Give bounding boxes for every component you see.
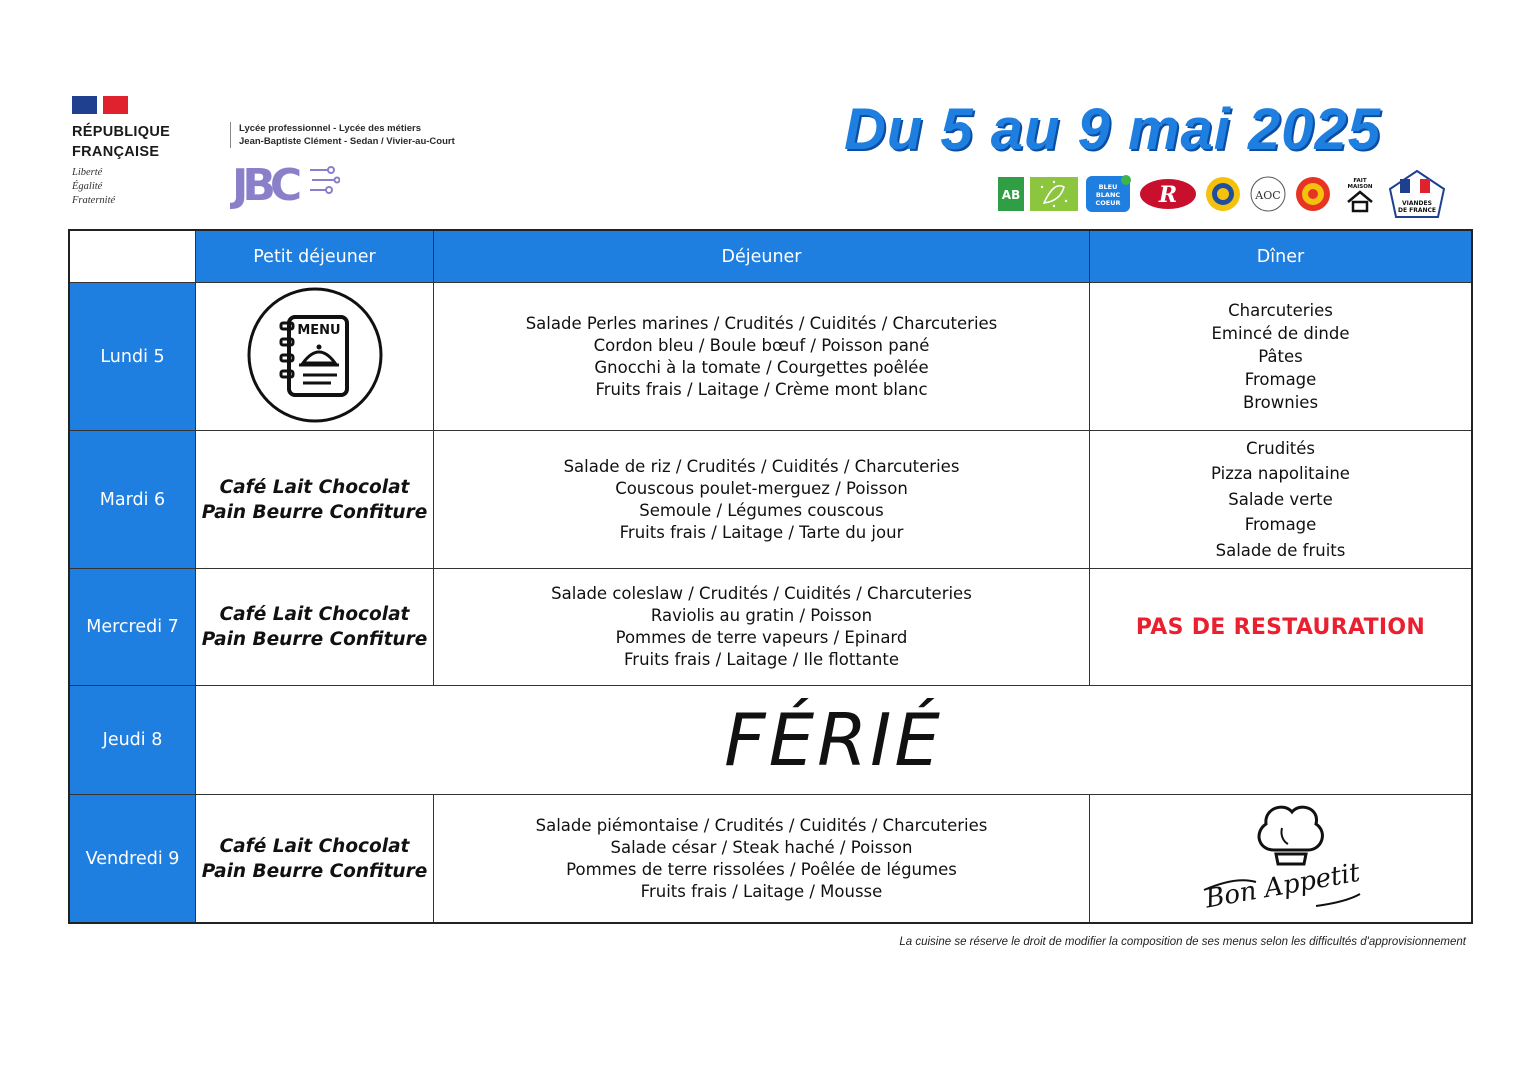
republique-line: RÉPUBLIQUE bbox=[72, 124, 171, 140]
lunch-line: Salade césar / Steak haché / Poisson bbox=[610, 837, 913, 857]
label-rouge-icon bbox=[1138, 177, 1198, 211]
bon-appetit-text: Bon Appetit bbox=[1202, 857, 1362, 914]
dinner-cell bbox=[1090, 795, 1471, 922]
no-service-notice: PAS DE RESTAURATION bbox=[1090, 569, 1471, 686]
svg-text:BLEU: BLEU bbox=[1098, 183, 1118, 191]
lunch-cell bbox=[434, 795, 1090, 922]
lunch-line: Fruits frais / Laitage / Crème mont blanc bbox=[595, 379, 928, 399]
breakfast-cell bbox=[196, 569, 434, 686]
column-header-breakfast: Petit déjeuner bbox=[196, 231, 434, 283]
menu-icon-text: MENU bbox=[296, 322, 341, 338]
breakfast-cell bbox=[196, 431, 434, 569]
breakfast-cell bbox=[196, 283, 434, 431]
lunch-line: Pommes de terre vapeurs / Epinard bbox=[615, 628, 908, 647]
lunch-line: Salade piémontaise / Crudités / Cuidités / Charcuteries bbox=[535, 815, 988, 835]
aop-seal-icon bbox=[1294, 175, 1332, 213]
lunch-line: Salade coleslaw / Crudités / Cuidités / Charcuteries bbox=[551, 584, 972, 603]
motto bbox=[72, 166, 212, 208]
dinner-line: Salade verte bbox=[1228, 489, 1333, 509]
breakfast-line: Café Lait Chocolat bbox=[219, 476, 410, 498]
jbc-logo-icon bbox=[230, 156, 510, 216]
dinner-cell bbox=[1090, 431, 1471, 569]
svg-text:R: R bbox=[1158, 182, 1178, 208]
dinner-line: Pizza napolitaine bbox=[1211, 464, 1350, 484]
column-header-dinner: Dîner bbox=[1090, 231, 1471, 283]
igp-seal-icon bbox=[1204, 175, 1242, 213]
svg-text:MAISON: MAISON bbox=[1347, 184, 1373, 190]
francaise-line: FRANÇAISE bbox=[72, 144, 160, 160]
svg-text:DE FRANCE: DE FRANCE bbox=[1397, 207, 1437, 214]
fait-maison-label-icon bbox=[1338, 174, 1382, 214]
motto-liberte: Liberté bbox=[72, 167, 103, 178]
lunch-line: Couscous poulet-merguez / Poisson bbox=[615, 478, 908, 498]
breakfast-line: Café Lait Chocolat bbox=[219, 604, 410, 625]
motto-egalite: Égalité bbox=[72, 181, 103, 192]
svg-text:COEUR: COEUR bbox=[1095, 199, 1121, 207]
svg-text:AOC: AOC bbox=[1255, 189, 1281, 202]
aoc-seal-icon bbox=[1248, 175, 1288, 213]
lunch-line: Gnocchi à la tomate / Courgettes poêlée bbox=[594, 357, 929, 377]
day-label: Lundi 5 bbox=[70, 283, 196, 431]
disclaimer-note: La cuisine se réserve le droit de modifier la composition de ses menus selon les difficultés d'approvisionnement bbox=[899, 936, 1466, 948]
lunch-line: Raviolis au gratin / Poisson bbox=[650, 606, 873, 625]
dinner-line: Charcuteries bbox=[1228, 301, 1333, 320]
breakfast-line: Pain Beurre Confiture bbox=[201, 501, 428, 523]
ab-bio-label-icon bbox=[998, 177, 1024, 211]
dinner-line: Fromage bbox=[1244, 370, 1317, 389]
marianne-flag-icon bbox=[72, 96, 128, 114]
holiday-banner: FÉRIÉ bbox=[196, 686, 1471, 795]
svg-text:FAIT: FAIT bbox=[1353, 178, 1367, 184]
svg-text:BLANC: BLANC bbox=[1095, 191, 1121, 199]
breakfast-cell bbox=[196, 795, 434, 922]
menu-icon bbox=[245, 285, 385, 429]
lunch-line: Semoule / Légumes couscous bbox=[639, 500, 884, 520]
table-corner bbox=[70, 231, 196, 283]
lunch-line: Salade Perles marines / Crudités / Cuidités / Charcuteries bbox=[525, 313, 998, 333]
jbc-logo-text: JBC bbox=[232, 160, 297, 211]
dinner-line: Crudités bbox=[1245, 438, 1316, 458]
lunch-line: Cordon bleu / Boule bœuf / Poisson pané bbox=[593, 335, 930, 355]
column-header-lunch: Déjeuner bbox=[434, 231, 1090, 283]
breakfast-line: Pain Beurre Confiture bbox=[201, 860, 428, 882]
svg-text:AB: AB bbox=[1001, 188, 1021, 202]
lunch-line: Pommes de terre rissolées / Poêlée de légumes bbox=[566, 859, 957, 879]
dinner-line: Emincé de dinde bbox=[1211, 324, 1350, 343]
motto-fraternite: Fraternité bbox=[72, 195, 116, 206]
lunch-line: Fruits frais / Laitage / Tarte du jour bbox=[619, 522, 904, 542]
republique-francaise-logo bbox=[72, 96, 212, 208]
school-block bbox=[230, 122, 510, 216]
dinner-line: Fromage bbox=[1244, 515, 1317, 535]
breakfast-line: Pain Beurre Confiture bbox=[201, 629, 428, 650]
day-label: Jeudi 8 bbox=[70, 686, 196, 795]
bleu-blanc-coeur-label-icon bbox=[1084, 174, 1132, 214]
school-name: Jean-Baptiste Clément - Sedan / Vivier-au-Court bbox=[230, 135, 510, 148]
school-type: Lycée professionnel - Lycée des métiers bbox=[230, 122, 510, 135]
lunch-cell bbox=[434, 569, 1090, 686]
dinner-line: Brownies bbox=[1242, 393, 1319, 412]
lunch-line: Fruits frais / Laitage / Mousse bbox=[640, 881, 883, 901]
quality-labels bbox=[998, 168, 1478, 220]
lunch-line: Salade de riz / Crudités / Cuidités / Charcuteries bbox=[563, 456, 960, 476]
svg-text:VIANDES: VIANDES bbox=[1402, 200, 1432, 207]
page-title: Du 5 au 9 mai 2025 bbox=[844, 97, 1382, 162]
menu-table bbox=[68, 229, 1473, 924]
chef-hat-icon bbox=[1196, 798, 1366, 920]
dinner-line: Pâtes bbox=[1258, 347, 1303, 366]
day-label: Mercredi 7 bbox=[70, 569, 196, 686]
lunch-cell bbox=[434, 283, 1090, 431]
day-label: Mardi 6 bbox=[70, 431, 196, 569]
eu-organic-label-icon bbox=[1030, 177, 1078, 211]
dinner-line: Salade de fruits bbox=[1215, 540, 1346, 560]
lunch-line: Fruits frais / Laitage / Ile flottante bbox=[624, 650, 899, 669]
breakfast-line: Café Lait Chocolat bbox=[219, 835, 410, 857]
lunch-cell bbox=[434, 431, 1090, 569]
viandes-de-france-label-icon bbox=[1388, 169, 1446, 219]
day-label: Vendredi 9 bbox=[70, 795, 196, 922]
dinner-cell bbox=[1090, 283, 1471, 431]
